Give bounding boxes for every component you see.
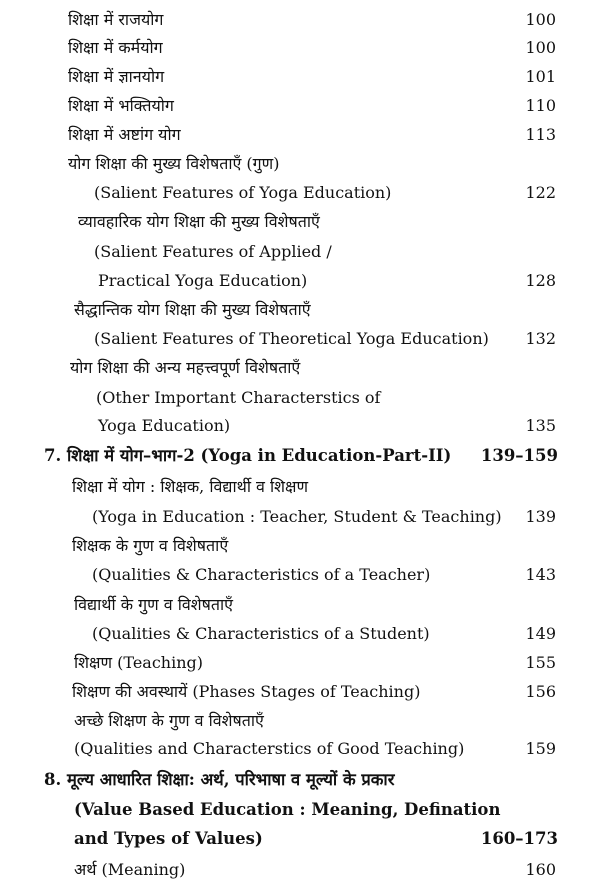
toc-entry-page: 143 [525,565,556,584]
toc-entry-text: योग शिक्षा की मुख्य विशेषताएँ (गुण) [68,154,280,173]
toc-entry-page: 132 [525,329,556,348]
toc-entry-text: शिक्षा में ज्ञानयोग [68,67,165,86]
chapter-page-range: 139–159 [480,446,558,465]
toc-entry-page: 122 [525,183,556,202]
chapter-heading-english: and Types of Values) [74,829,263,848]
toc-entry-page: 100 [525,38,556,57]
chapter-page-range: 160–173 [480,829,558,848]
toc-entry-page: 149 [525,624,556,643]
toc-entry-page: 100 [525,10,556,29]
toc-entry-text: शिक्षण (Teaching) [74,653,204,672]
toc-entry-text: अच्छे शिक्षण के गुण व विशेषताएँ [74,711,264,730]
toc-entry-page: 155 [525,653,556,672]
toc-entry-text: (Qualities & Characteristics of a Teacher) [92,565,431,584]
toc-entry-text: शिक्षा में भक्तियोग [68,96,174,115]
toc-entry-text: शिक्षा में कर्मयोग [68,38,163,57]
toc-entry-text: (Salient Features of Applied / [94,242,332,261]
toc-entry-page: 139 [525,507,556,526]
toc-entry-text: Yoga Education) [98,416,231,435]
toc-entry-text: शिक्षा में योग : शिक्षक, विद्यार्थी व शिक्षण [72,477,309,496]
toc-entry-text: विद्यार्थी के गुण व विशेषताएँ [74,595,234,614]
toc-entry-text: योग शिक्षा की अन्य महत्त्वपूर्ण विशेषताएँ [70,358,301,377]
toc-entry-text: सैद्धान्तिक योग शिक्षा की मुख्य विशेषताएँ [74,300,311,319]
toc-entry-page: 156 [525,682,556,701]
chapter-heading: 8. मूल्य आधारित शिक्षा: अर्थ, परिभाषा व मूल्यों के प्रकार [44,770,395,789]
toc-entry-text: व्यावहारिक योग शिक्षा की मुख्य विशेषताएँ [78,212,320,231]
toc-entry-text: (Qualities and Characterstics of Good Teaching) [74,739,465,758]
toc-entry-text: (Salient Features of Theoretical Yoga Education) [94,329,489,348]
toc-entry-text: शिक्षा में राजयोग [68,10,164,29]
chapter-heading-english: (Value Based Education : Meaning, Defination [74,800,501,819]
toc-entry-text: शिक्षक के गुण व विशेषताएँ [72,536,229,555]
toc-entry-text: (Salient Features of Yoga Education) [94,183,392,202]
toc-entry-page: 113 [525,125,556,144]
toc-entry-text: Practical Yoga Education) [98,271,308,290]
toc-entry-text: शिक्षण की अवस्थायें (Phases Stages of Teaching) [72,682,421,701]
toc-entry-text: (Qualities & Characteristics of a Student) [92,624,430,643]
toc-entry-page: 128 [525,271,556,290]
toc-entry-text: अर्थ (Meaning) [74,860,186,879]
toc-entry-page: 110 [525,96,556,115]
toc-entry-text: (Other Important Characterstics of [96,388,381,407]
toc-entry-page: 159 [525,739,556,758]
toc-entry-text: (Yoga in Education : Teacher, Student & Teaching) [92,507,502,526]
toc-entry-page: 160 [525,860,556,879]
toc-entry-page: 101 [525,67,556,86]
toc-entry-text: शिक्षा में अष्टांग योग [68,125,181,144]
chapter-heading: 7. शिक्षा में योग–भाग-2 (Yoga in Education-Part-II) [44,446,452,465]
toc-entry-page: 135 [525,416,556,435]
